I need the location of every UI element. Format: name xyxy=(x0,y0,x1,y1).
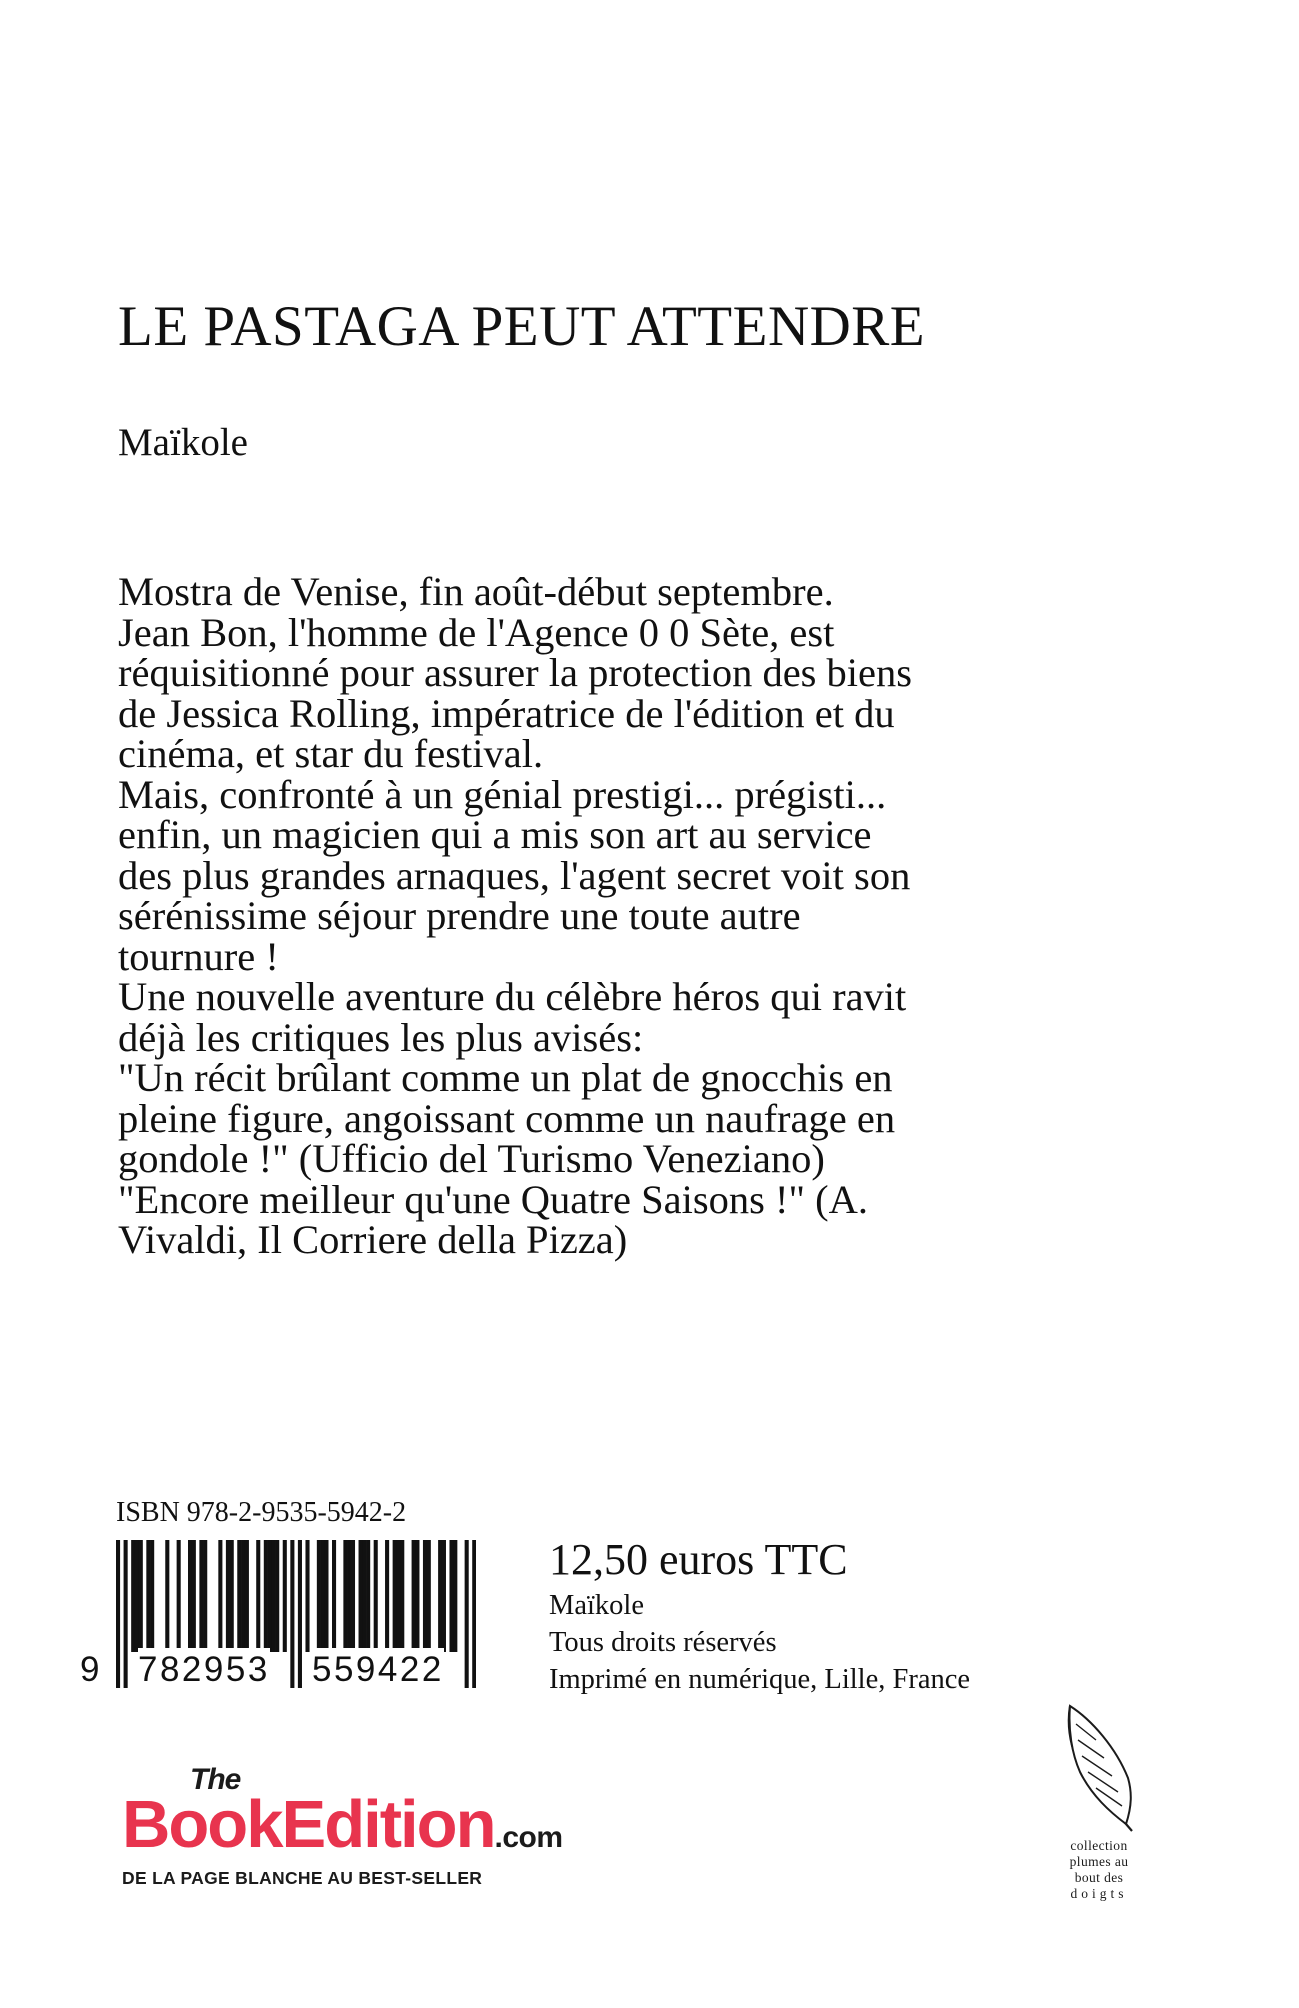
barcode-bar xyxy=(351,1540,355,1652)
barcode-bar xyxy=(131,1540,135,1652)
barcode-bar xyxy=(343,1540,347,1652)
logo-tagline: DE LA PAGE BLANCHE AU BEST-SELLER xyxy=(122,1868,483,1888)
blurb-paragraph: Une nouvelle aventure du célèbre héros qui ravit déjà les critiques les plus avisés: xyxy=(118,974,907,1060)
printing-info: Imprimé en numérique, Lille, France xyxy=(549,1664,971,1695)
barcode-bar xyxy=(317,1540,321,1652)
barcode-bar xyxy=(268,1540,272,1652)
barcode-bar xyxy=(412,1540,416,1652)
barcode-bar xyxy=(453,1540,457,1652)
barcode-bar xyxy=(393,1540,397,1652)
barcode-bar xyxy=(218,1540,222,1652)
barcode-bar xyxy=(283,1540,287,1652)
barcode-bar xyxy=(359,1540,363,1652)
collection-line: plumes au xyxy=(1069,1854,1129,1869)
book-title: LE PASTAGA PEUT ATTENDRE xyxy=(118,295,926,358)
rights-notice: Tous droits réservés xyxy=(549,1627,777,1658)
barcode-bar xyxy=(366,1540,370,1652)
barcode-bar xyxy=(199,1540,203,1652)
blurb-paragraph: Mais, confronté à un génial prestigi... prégisti... enfin, un magicien qui a mis son art au service des plus grandes arnaques, l'agent secret voit son sérénissime séjour prendre une toute autre tournure ! xyxy=(118,771,911,979)
barcode-bar xyxy=(396,1540,400,1652)
barcode-bar xyxy=(449,1540,453,1652)
barcode-bar xyxy=(385,1540,389,1652)
barcode-bar xyxy=(442,1540,446,1652)
barcode-digits-left: 782953 xyxy=(138,1648,270,1692)
barcode-bar xyxy=(139,1540,143,1652)
barcode-bar xyxy=(230,1540,234,1652)
blurb-quote: "Un récit brûlant comme un plat de gnocchis en pleine figure, angoissant comme un naufrage en gondole !" (Ufficio del Turismo Veneziano) xyxy=(118,1055,896,1181)
barcode-bar xyxy=(245,1540,249,1652)
barcode-bar xyxy=(305,1540,309,1652)
back-cover-blurb xyxy=(118,569,918,1262)
publisher-logo xyxy=(122,1765,702,1895)
logo-the: The xyxy=(190,1763,241,1796)
barcode-bar xyxy=(271,1540,275,1652)
barcode-bar xyxy=(415,1540,419,1652)
barcode-bar xyxy=(226,1540,230,1652)
barcode-bar xyxy=(400,1540,404,1652)
barcode-bar xyxy=(188,1540,192,1652)
feather-icon xyxy=(1062,1700,1138,1832)
barcode-bar xyxy=(324,1540,328,1652)
logo-wordmark xyxy=(122,1787,563,1863)
barcode-bar xyxy=(135,1540,139,1652)
barcode-bar xyxy=(427,1540,431,1652)
barcode-bar xyxy=(203,1540,207,1652)
barcode-bar xyxy=(150,1540,154,1652)
barcode-digits-right: 559422 xyxy=(312,1648,444,1692)
logo-brand: BookEdition xyxy=(122,1787,495,1862)
barcode-bar xyxy=(275,1540,279,1652)
barcode-bar xyxy=(362,1540,366,1652)
collection-logo xyxy=(1044,1700,1154,1940)
book-author: Maïkole xyxy=(118,421,248,464)
imprint-block xyxy=(549,1533,970,1698)
barcode-bar xyxy=(264,1540,268,1652)
collection-line: bout des xyxy=(1074,1870,1124,1885)
barcode-bar xyxy=(165,1540,169,1652)
barcode-digits xyxy=(80,1648,482,1698)
blurb-quote: "Encore meilleur qu'une Quatre Saisons !" (A. Vivaldi, Il Corriere della Pizza) xyxy=(118,1176,869,1262)
barcode-bar xyxy=(321,1540,325,1652)
barcode-bar xyxy=(374,1540,378,1652)
imprint-author: Maïkole xyxy=(549,1590,644,1621)
price: 12,50 euros TTC xyxy=(549,1535,848,1584)
collection-line: doigts xyxy=(1070,1886,1128,1901)
barcode-bar xyxy=(256,1540,260,1652)
collection-line: collection xyxy=(1070,1838,1128,1853)
blurb-paragraph: Jean Bon, l'homme de l'Agence 0 0 Sète, est réquisitionné pour assurer la protection des biens de Jessica Rolling, impératrice de l'édition et du cinéma, et star du festival. xyxy=(118,609,913,776)
barcode-bar xyxy=(438,1540,442,1652)
barcode xyxy=(80,1540,482,1698)
barcode-bar xyxy=(423,1540,427,1652)
barcode-bar xyxy=(347,1540,351,1652)
barcode-bar xyxy=(177,1540,181,1652)
barcode-bar xyxy=(332,1540,336,1652)
isbn-label: ISBN 978-2-9535-5942-2 xyxy=(116,1497,407,1528)
barcode-bar xyxy=(192,1540,196,1652)
logo-domain: .com xyxy=(494,1821,563,1854)
barcode-bar xyxy=(241,1540,245,1652)
barcode-bar xyxy=(146,1540,150,1652)
barcode-bar xyxy=(237,1540,241,1652)
collection-name xyxy=(1044,1838,1154,1902)
barcode-digit-first: 9 xyxy=(80,1648,102,1692)
blurb-paragraph: Mostra de Venise, fin août-début septembre. xyxy=(118,569,834,614)
